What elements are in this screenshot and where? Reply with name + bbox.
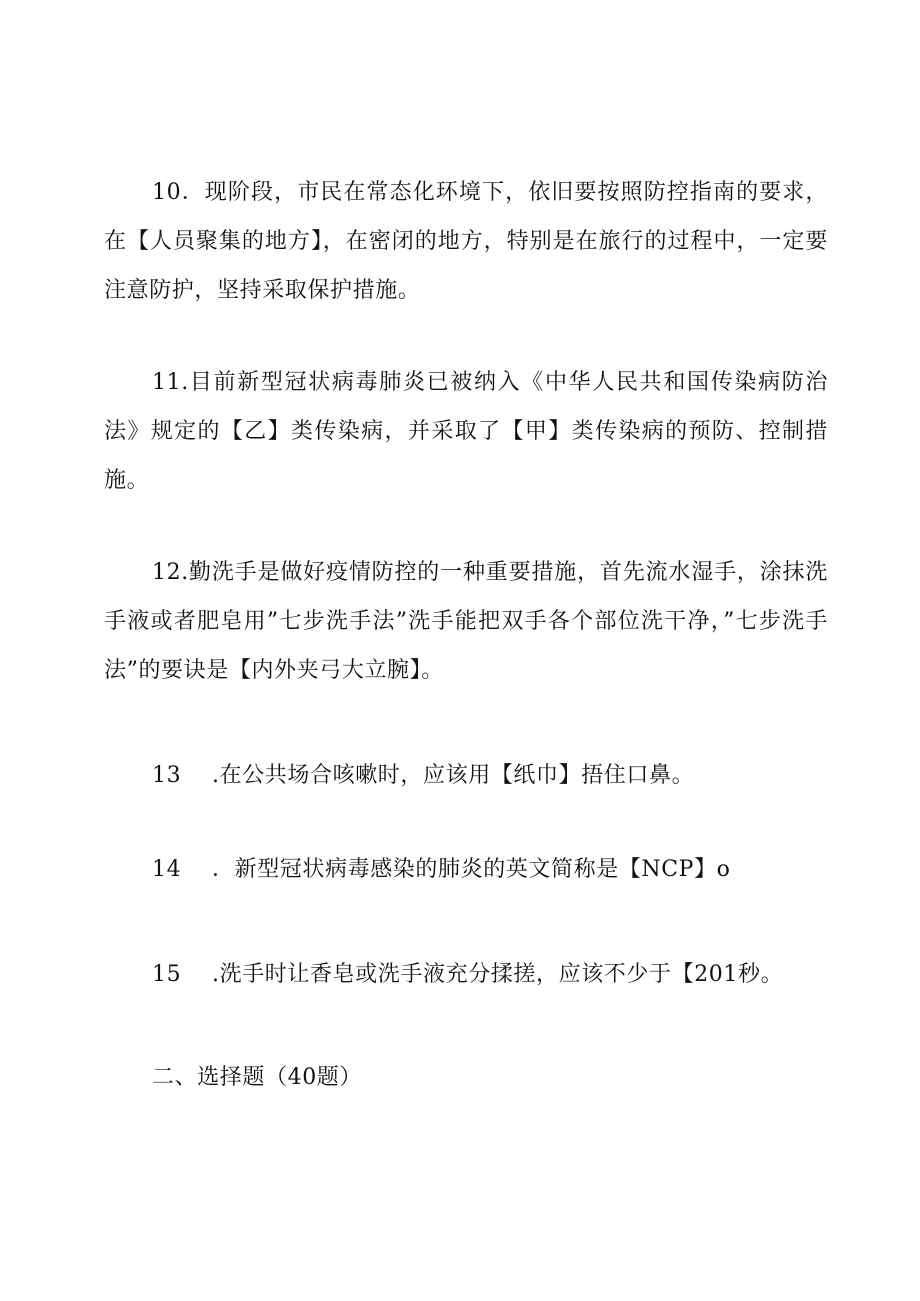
question-text: .在公共场合咳嗽时，应该用【纸巾】捂住口鼻。	[212, 763, 695, 788]
section-heading: 二、选择题（40题）	[152, 1065, 362, 1090]
question-number: 14	[152, 857, 182, 882]
question-text: ．现阶段，市民在常态化环境下，依旧要按照防控指南的要求，在【人员聚集的地方】，在密闭的地方，特别是在旅行的过程中，一定要注意防护，坚持采取保护措施。	[104, 180, 828, 303]
question-10	[104, 168, 828, 315]
question-number: 11	[152, 370, 182, 395]
question-number: 10	[152, 180, 182, 205]
question-text: .洗手时让香皂或洗手液充分揉搓，应该不少于【201秒。	[212, 962, 784, 987]
question-number: 13	[152, 763, 182, 788]
question-text: ．新型冠状病毒感染的肺炎的英文简称是【NCP】o	[212, 857, 731, 882]
question-12	[104, 548, 828, 695]
question-text: .目前新型冠状病毒肺炎已被纳入《中华人民共和国传染病防治法》规定的【乙】类传染病，并采取了【甲】类传染病的预防、控制措施。	[104, 370, 828, 493]
question-11	[104, 358, 828, 505]
question-15	[152, 955, 783, 995]
question-number: 15	[152, 962, 182, 987]
question-13	[152, 756, 694, 796]
question-text: .勤洗手是做好疫情防控的一种重要措施，首先流水湿手，涂抹洗手液或者肥皂用”七步洗手法”洗手能把双手各个部位洗干净，”七步洗手法”的要诀是【内外夹弓大立腕】。	[104, 560, 828, 683]
question-number: 12	[152, 560, 182, 585]
question-14	[152, 850, 731, 890]
